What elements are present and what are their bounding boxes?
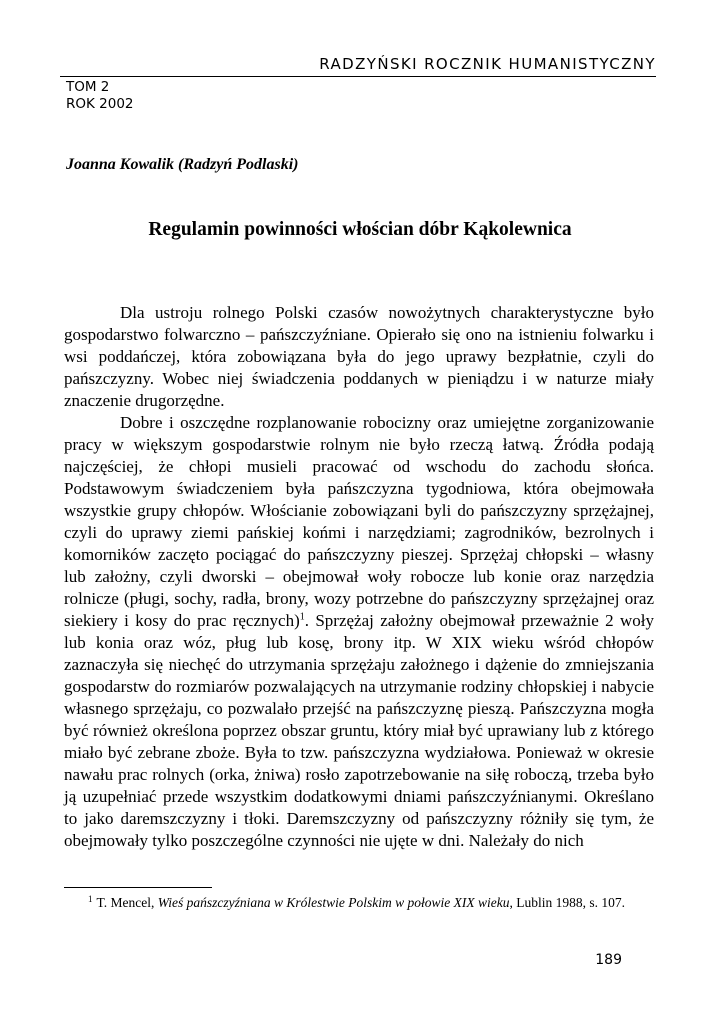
paragraph-2 xyxy=(64,412,654,852)
footnote-work-title: Wieś pańszczyźniana w Królestwie Polskim w połowie XIX wieku xyxy=(157,895,510,910)
paragraph-2-part-b: . Sprzężaj założny obejmował przeważnie 2 woły lub konia oraz wóz, pług lub kosę, brony itp. W XIX wieku wśród chłopów zaznaczyła się niechęć do utrzymania sprzężaju założnego i dążenie do zmniejszania gospodarstw do rozmiarów pozwalających na utrzymanie rodziny chłopskiej i nabycie własnego sprzężaju, co pozwalało przejść na pańszczyznę pieszą. Pańszczyzna mogła być również określona poprzez obszar gruntu, który miał być uprawiany lub z którego miało być zebrane zboże. Była to tzw. pańszczyzna wydziałowa. Ponieważ w okresie nawału prac rolnych (orka, żniwa) rosło zapotrzebowanie na siłę roboczą, trzeba było ją uzupełniać przede wszystkim dodatkowymi dniami pańszczyźnianymi. Określano to jako daremszczyzny i tłoki. Daremszczyzny od pańszczyzny różniły się tym, że obejmowały tylko poszczególne czynności nie ujęte w dni. Należały do nich xyxy=(64,611,654,850)
header-rule xyxy=(60,76,656,77)
footnote-number: 1 xyxy=(88,893,93,904)
footnote-author: T. Mencel, xyxy=(96,895,158,910)
footnote-rest: , Lublin 1988, s. 107. xyxy=(509,895,625,910)
footnote-reference[interactable]: 1 xyxy=(299,611,305,623)
article-title: Regulamin powinności włościan dóbr Kąkolewnica xyxy=(148,219,572,240)
year-label: ROK 2002 xyxy=(66,96,134,112)
footnote-rule xyxy=(64,887,212,888)
article-body xyxy=(64,302,654,852)
paragraph-2-part-a: Dobre i oszczędne rozplanowanie robocizny oraz umiejętne zorganizowanie pracy w większym gospodarstwie rolnym nie było rzeczą łatwą. Źródła podają najczęściej, że chłopi musieli pracować od wschodu do zachodu słońca. Podstawowym świadczeniem była pańszczyzna tygodniowa, która obejmowała wszystkie grupy chłopów. Włościanie zobowiązani byli do pańszczyzny sprzężajnej, czyli do uprawy ziemi pańskiej końmi i narzędziami; zagrodników, bezrolnych i komorników zaczęto pociągać do pańszczyzny pieszej. Sprzężaj chłopski – własny lub założny, czyli dworski – obejmował woły robocze lub konie oraz narzędzia rolnicze (pługi, sochy, radła, brony, wozy potrzebne do pańszczyzny sprzężajnej oraz siekiery i kosy do prac ręcznych) xyxy=(64,413,654,630)
paragraph-1: Dla ustroju rolnego Polski czasów nowożytnych charakterystyczne było gospodarstwo folwarczno – pańszczyźniane. Opierało się ono na istnieniu folwarku i wsi poddańczej, która zobowiązana była do jego uprawy bezpłatnie, czyli do pańszczyzny. Wobec niej świadczenia poddanych w pieniądzu i w naturze miały znaczenie drugorzędne. xyxy=(64,303,654,410)
article-author: Joanna Kowalik (Radzyń Podlaski) xyxy=(66,156,299,173)
journal-title: RADZYŃSKI ROCZNIK HUMANISTYCZNY xyxy=(319,55,656,73)
page-number: 189 xyxy=(595,952,622,968)
volume-label: TOM 2 xyxy=(66,79,110,95)
footnote xyxy=(64,893,654,912)
